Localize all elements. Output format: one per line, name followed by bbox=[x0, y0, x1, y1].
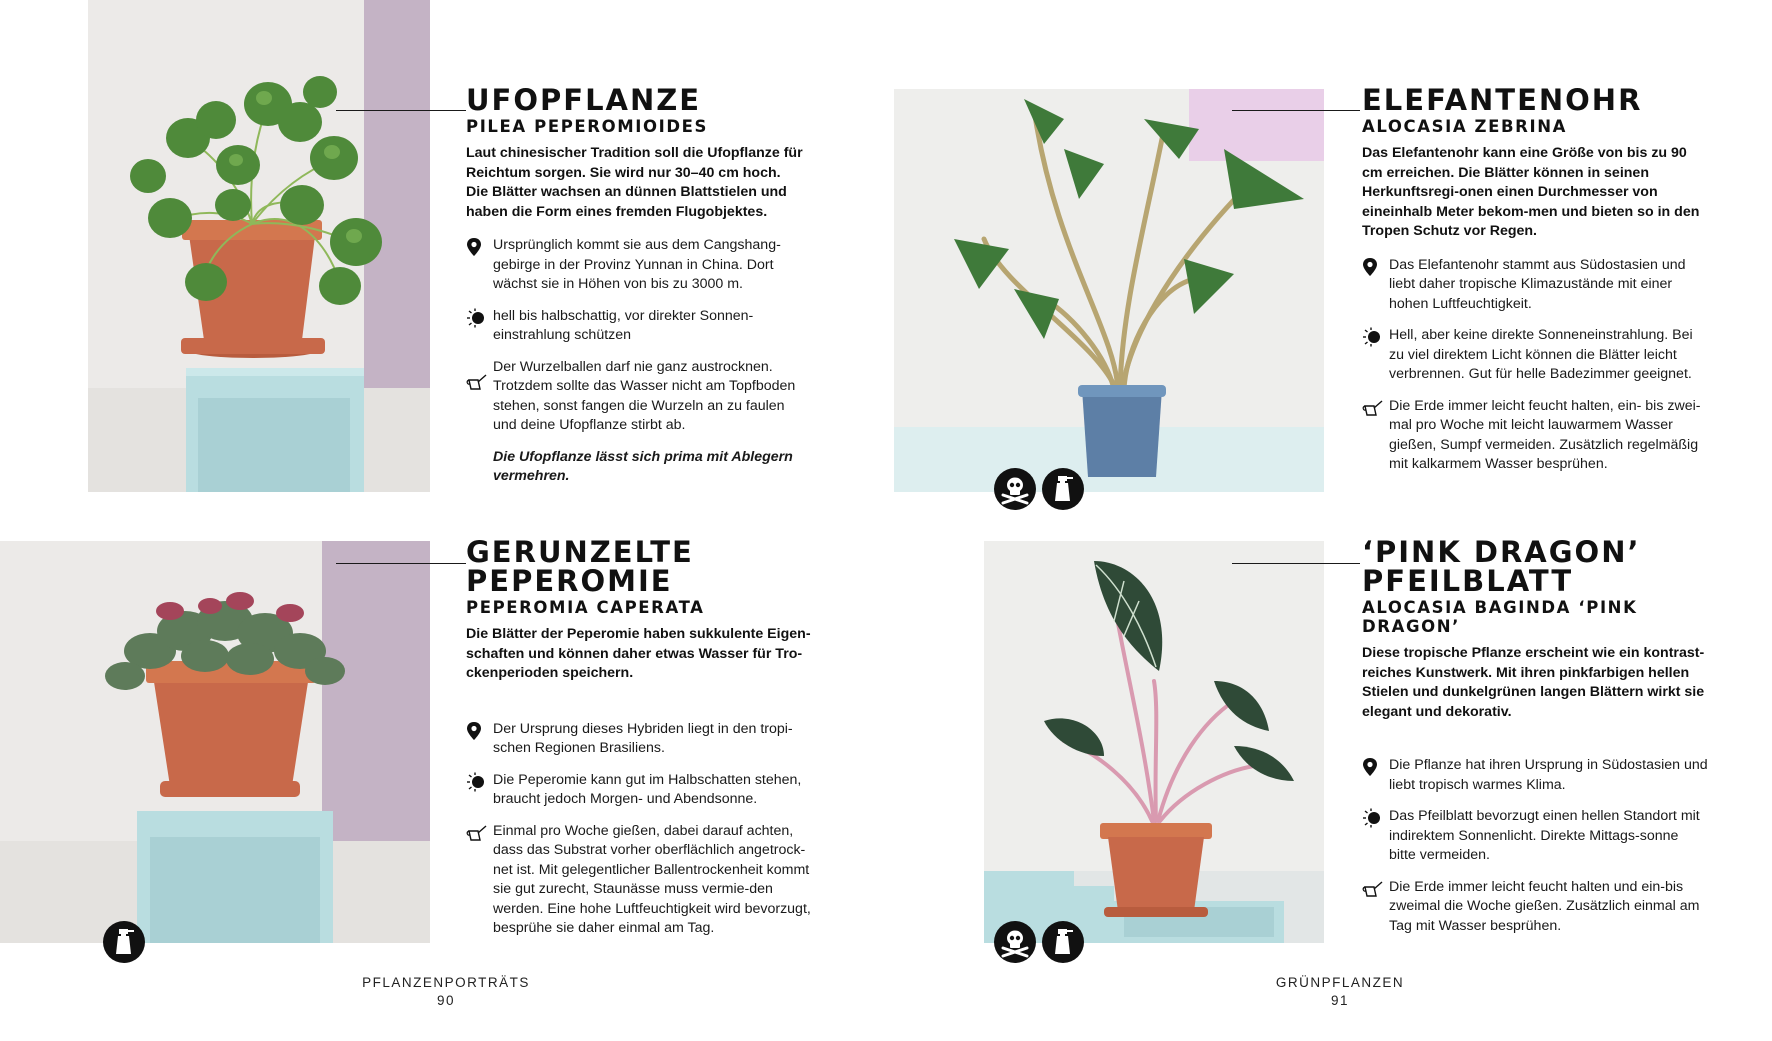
half-sun-icon bbox=[466, 772, 488, 792]
fact-water bbox=[1362, 878, 1708, 937]
fact-origin bbox=[466, 720, 812, 759]
fact-water bbox=[1362, 397, 1708, 475]
page-footer-right bbox=[1240, 974, 1440, 1010]
watering-can-icon bbox=[466, 372, 488, 392]
fact-text: Die Pflanze hat ihren Ursprung in Südostasien und liebt tropisch warmes Klima. bbox=[1389, 757, 1708, 793]
fact-text: Das Elefantenohr stammt aus Südostasien und liebt daher tropische Klimazustände mit einer hohen Luftfeuchtigkeit. bbox=[1389, 256, 1686, 312]
plant-latin-name: ALOCASIA ZEBRINA bbox=[1362, 117, 1567, 136]
photo-peperomie bbox=[0, 541, 430, 943]
location-pin-icon bbox=[466, 721, 488, 741]
watering-can-icon bbox=[1362, 879, 1384, 899]
plant-title: ELEFANTENOHR bbox=[1362, 83, 1643, 117]
spray-bottle-icon bbox=[1041, 920, 1085, 964]
location-pin-icon bbox=[1362, 257, 1384, 277]
page-number: 90 bbox=[436, 993, 456, 1008]
plant-intro: Laut chinesischer Tradition soll die Ufopflanze für Reichtum sorgen. Sie wird nur 30–40 cm hoch. Die Blätter wachsen an dünnen Blattstielen und haben die Form eines fremden Flugobjektes. bbox=[466, 145, 803, 220]
leader-line-pink-dragon bbox=[1232, 563, 1360, 564]
page-number: 91 bbox=[1330, 993, 1350, 1008]
plant-latin-name: ALOCASIA BAGINDA ‘PINK DRAGON’ bbox=[1362, 598, 1638, 636]
plant-entry-peperomie bbox=[466, 535, 812, 939]
plant-title: UFOPFLANZE bbox=[466, 83, 702, 117]
photo-elefantenohr bbox=[894, 89, 1324, 492]
fact-light bbox=[1362, 326, 1708, 385]
plant-title bbox=[1362, 535, 1708, 598]
watering-can-icon bbox=[466, 823, 488, 843]
half-sun-icon bbox=[1362, 327, 1384, 347]
fact-text: Ursprünglich kommt sie aus dem Cangshang-gebirge in der Provinz Yunnan in China. Dort wächst sie in Höhen von bis zu 3000 m. bbox=[493, 237, 781, 292]
plant-title-line-1: ‘PINK DRAGON’ bbox=[1362, 535, 1641, 569]
leader-line-ufopflanze bbox=[336, 110, 466, 111]
running-head: PFLANZENPORTRÄTS bbox=[362, 975, 530, 990]
fact-text: Die Erde immer leicht feucht halten und ein-bis zweimal die Woche gießen. Zusätzlich einmal am Tag mit Wasser besprühen. bbox=[1389, 878, 1700, 934]
leader-line-elefantenohr bbox=[1232, 110, 1360, 111]
plant-intro: Das Elefantenohr kann eine Größe von bis zu 90 cm erreichen. Die Blätter können in seinen Herkunftsregi-onen einen Durchmesser von eineinhalb Meter bekom-men und bieten so in den Tropen Schutz vor Regen. bbox=[1362, 145, 1700, 239]
fact-text: Einmal pro Woche gießen, dabei darauf achten, dass das Substrat vorher oberflächlich angetrock-net ist. Mit gelegentlicher Ballentrockenheit kommt sie gut zurecht, Staunässe muss vermie-den werden. Eine hohe Luftfeuchtigkeit wird bevorzugt, besprühe sie daher einmal am Tag. bbox=[493, 822, 811, 936]
photo-ufopflanze bbox=[88, 0, 430, 492]
spray-bottle-icon bbox=[102, 920, 146, 964]
location-pin-icon bbox=[1362, 757, 1384, 777]
plant-entry-elefantenohr bbox=[1362, 83, 1708, 475]
fact-text: hell bis halbschattig, vor direkter Sonnen-einstrahlung schützen bbox=[493, 307, 754, 343]
plant-title-line-2: PFEILBLATT bbox=[1362, 564, 1574, 598]
fact-text: Hell, aber keine direkte Sonneneinstrahlung. Bei zu viel direktem Licht können die Blätter leicht verbrennen. Gut für helle Badezimmer geeignet. bbox=[1389, 327, 1693, 382]
half-sun-icon bbox=[466, 308, 488, 328]
fact-origin bbox=[1362, 756, 1708, 795]
toxic-icon bbox=[993, 920, 1037, 964]
plant-latin-name: PEPEROMIA CAPERATA bbox=[466, 598, 705, 617]
fact-origin bbox=[466, 236, 806, 295]
plant-intro: Die Blätter der Peperomie haben sukkulente Eigen-schaften und können daher etwas Wasser für Tro-ckenperioden speichern. bbox=[466, 626, 811, 681]
fact-text: Die Erde immer leicht feucht halten, ein- bis zwei-mal pro Woche mit leicht lauwarmem Wasser gießen, Sumpf vermeiden. Zusätzlich regelmäßig mit kalkarmem Wasser besprühen. bbox=[1389, 397, 1701, 472]
plant-intro: Diese tropische Pflanze erscheint wie ein kontrast-reiches Kunstwerk. Mit ihren pinkfarbigen hellen Stielen und dunkelgrünen langen Blättern wirkt sie elegant und dekorativ. bbox=[1362, 645, 1705, 720]
fact-water bbox=[466, 822, 812, 939]
plant-title: GERUNZELTE PEPEROMIE bbox=[466, 535, 694, 598]
fact-light bbox=[1362, 807, 1708, 866]
running-head: GRÜNPFLANZEN bbox=[1275, 975, 1405, 990]
location-pin-icon bbox=[466, 237, 488, 257]
fact-light bbox=[466, 771, 812, 810]
fact-text: Die Peperomie kann gut im Halbschatten stehen, braucht jedoch Morgen- und Abendsonne. bbox=[493, 771, 802, 807]
fact-origin bbox=[1362, 256, 1708, 315]
fact-water bbox=[466, 358, 806, 436]
plant-tip: Die Ufopflanze lässt sich prima mit Ablegern vermehren. bbox=[493, 448, 793, 484]
plant-entry-ufopflanze bbox=[466, 83, 806, 487]
fact-text: Das Pfeilblatt bevorzugt einen hellen Standort mit indirektem Sonnenlicht. Direkte Mittags-sonne bitte vermeiden. bbox=[1389, 808, 1700, 863]
fact-light bbox=[466, 307, 806, 346]
half-sun-icon bbox=[1362, 808, 1384, 828]
watering-can-icon bbox=[1362, 398, 1384, 418]
toxic-icon bbox=[993, 467, 1037, 511]
fact-text: Der Ursprung dieses Hybriden liegt in den tropi-schen Regionen Brasiliens. bbox=[493, 720, 793, 756]
fact-text: Der Wurzelballen darf nie ganz austrocknen. Trotzdem sollte das Wasser nicht am Topfboden stehen, sonst fangen die Wurzeln an zu faulen und deine Ufopflanze stirbt ab. bbox=[493, 358, 796, 433]
photo-pink-dragon bbox=[984, 541, 1324, 943]
page-footer-left bbox=[346, 974, 546, 1010]
plant-latin-name: PILEA PEPEROMIOIDES bbox=[466, 117, 708, 136]
leader-line-peperomie bbox=[336, 563, 466, 564]
plant-entry-pink-dragon bbox=[1362, 535, 1708, 936]
spray-bottle-icon bbox=[1041, 467, 1085, 511]
